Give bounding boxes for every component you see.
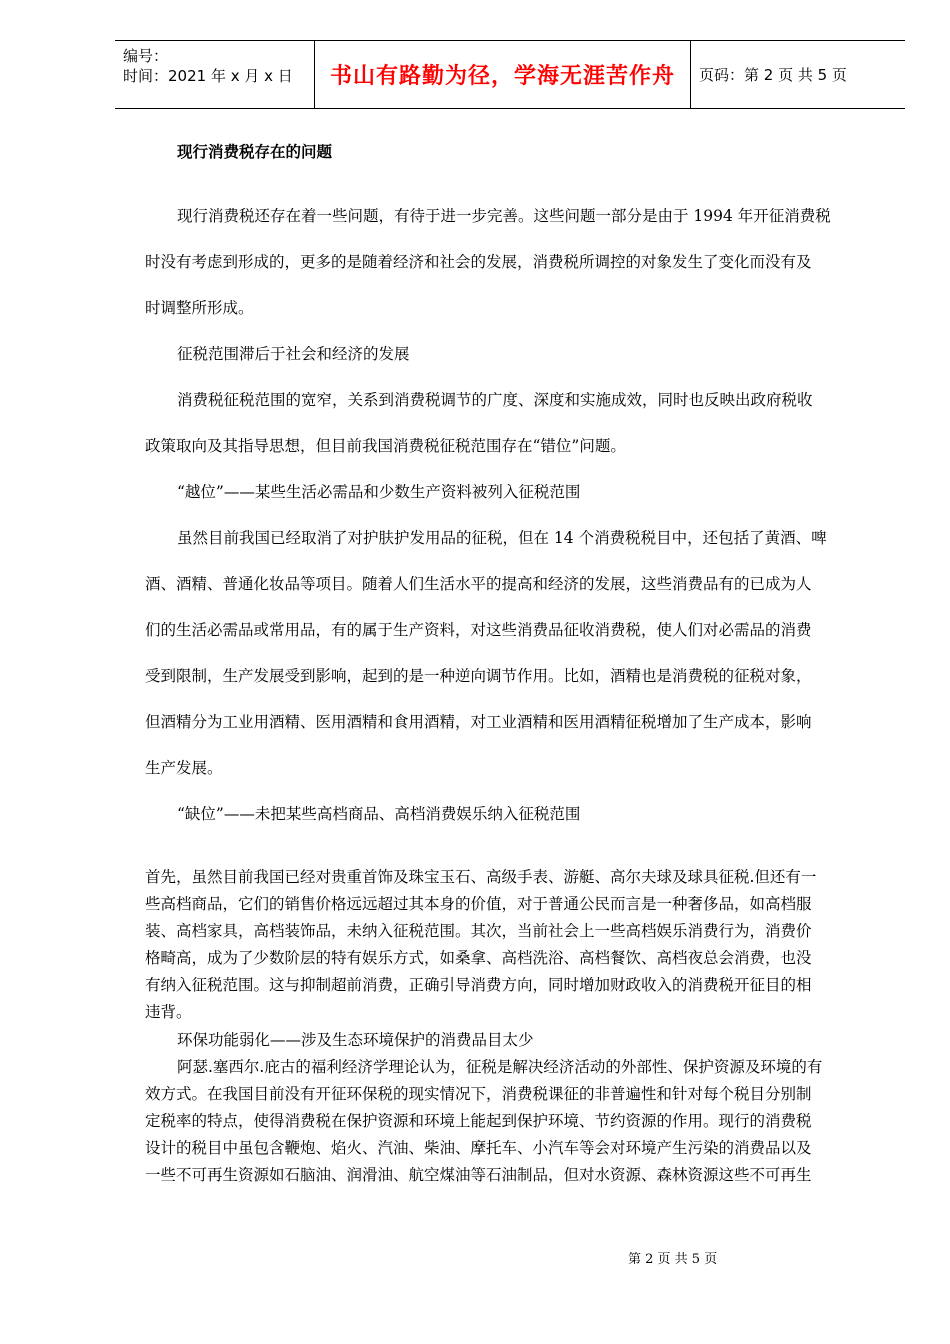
header-motto-cell xyxy=(315,41,691,108)
paragraph-line: 违背。 xyxy=(145,1003,192,1021)
doc-number-label: 编号： xyxy=(123,47,169,65)
paragraph-line: 效方式。在我国目前没有开征环保税的现实情况下，消费税课征的非普遍性和针对每个税目分别制 xyxy=(145,1085,812,1103)
subheading: “越位”——某些生活必需品和少数生产资料被列入征税范围 xyxy=(177,483,581,501)
paragraph-line: 虽然目前我国已经取消了对护肤护发用品的征税，但在 14 个消费税税目中，还包括了黄酒、啤 xyxy=(177,529,827,547)
subheading: “缺位”——未把某些高档商品、高档消费娱乐纳入征税范围 xyxy=(177,805,581,823)
paragraph-line: 些高档商品，它们的销售价格远远超过其本身的价值，对于普通公民而言是一种奢侈品，如高档服 xyxy=(145,895,812,913)
paragraph-line: 装、高档家具，高档装饰品，未纳入征税范围。其次，当前社会上一些高档娱乐消费行为，消费价 xyxy=(145,922,812,940)
paragraph-line: 消费税征税范围的宽窄，关系到消费税调节的广度、深度和实施成效，同时也反映出政府税收 xyxy=(177,391,813,409)
footer-page-number: 第 2 页 共 5 页 xyxy=(628,1252,718,1267)
paragraph-line: 但酒精分为工业用酒精、医用酒精和食用酒精，对工业酒精和医用酒精征税增加了生产成本，影响 xyxy=(145,713,812,731)
paragraph-line: 设计的税目中虽包含鞭炮、焰火、汽油、柴油、摩托车、小汽车等会对环境产生污染的消费品以及 xyxy=(145,1139,812,1157)
paragraph-line: 们的生活必需品或常用品，有的属于生产资料，对这些消费品征收消费税，使人们对必需品的消费 xyxy=(145,621,812,639)
subheading: 环保功能弱化——涉及生态环境保护的消费品目太少 xyxy=(177,1031,534,1049)
paragraph-line: 首先，虽然目前我国已经对贵重首饰及珠宝玉石、高级手表、游艇、高尔夫球及球具征税.但还有一 xyxy=(145,868,817,886)
paragraph-line: 有纳入征税范围。这与抑制超前消费，正确引导消费方向，同时增加财政收入的消费税开征目的相 xyxy=(145,976,812,994)
paragraph-line: 政策取向及其指导思想，但目前我国消费税征税范围存在“错位”问题。 xyxy=(145,437,626,455)
paragraph-line: 格畸高，成为了少数阶层的特有娱乐方式，如桑拿、高档洗浴、高档餐饮、高档夜总会消费，也没 xyxy=(145,949,812,967)
paragraph-line: 一些不可再生资源如石脑油、润滑油、航空煤油等石油制品，但对水资源、森林资源这些不可再生 xyxy=(145,1166,812,1184)
paragraph-line: 定税率的特点，使得消费税在保护资源和环境上能起到保护环境、节约资源的作用。现行的消费税 xyxy=(145,1112,812,1130)
subheading: 征税范围滞后于社会和经济的发展 xyxy=(177,345,410,363)
doc-date-label: 时间：2021 年 x 月 x 日 xyxy=(123,67,293,85)
paragraph-line: 时没有考虑到形成的，更多的是随着经济和社会的发展，消费税所调控的对象发生了变化而没有及 xyxy=(145,253,812,271)
motto-text: 书山有路勤为径，学海无涯苦作舟 xyxy=(329,64,675,89)
paragraph-line: 现行消费税还存在着一些问题，有待于进一步完善。这些问题一部分是由于 1994 年开征消费税 xyxy=(177,207,831,225)
header-table xyxy=(115,40,905,109)
paragraph-line: 酒、酒精、普通化妆品等项目。随着人们生活水平的提高和经济的发展，这些消费品有的已成为人 xyxy=(145,575,812,593)
header-meta-cell xyxy=(115,41,315,108)
paragraph-line: 阿瑟.塞西尔.庇古的福利经济学理论认为，征税是解决经济活动的外部性、保护资源及环境的有 xyxy=(177,1058,823,1076)
header-page-label: 页码：第 2 页 共 5 页 xyxy=(699,66,847,84)
header-page-cell xyxy=(691,41,905,108)
paragraph-line: 生产发展。 xyxy=(145,759,223,777)
paragraph-line: 受到限制，生产发展受到影响，起到的是一种逆向调节作用。比如，酒精也是消费税的征税对象， xyxy=(145,667,812,685)
section-title: 现行消费税存在的问题 xyxy=(177,142,333,161)
paragraph-line: 时调整所形成。 xyxy=(145,299,254,317)
